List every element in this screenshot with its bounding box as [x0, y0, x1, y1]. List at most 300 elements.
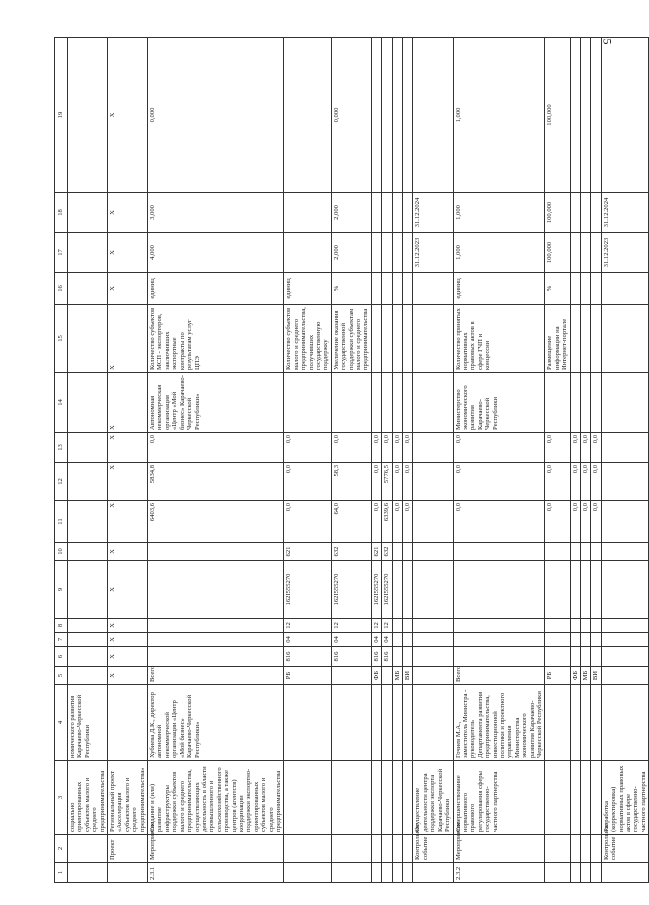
- table-cell: 162I555270: [371, 561, 381, 619]
- table-cell: 31.12.2023: [413, 233, 453, 273]
- table-cell: [403, 233, 413, 273]
- table-cell: Автономная некоммерческая организация «Центр «Мой бизнес» Карачаево-Черкесской Республики»: [148, 373, 284, 433]
- table-cell: Размещение информации на Интернет-портале: [545, 305, 570, 373]
- table-cell: [591, 647, 601, 667]
- table-cell: РБ: [545, 667, 570, 685]
- table-row: [591, 38, 601, 883]
- table-cell: [453, 633, 545, 647]
- table-cell: 816: [284, 647, 331, 667]
- table-cell: [581, 619, 591, 633]
- table-cell: 0,0: [392, 463, 402, 501]
- table-cell: [392, 543, 402, 561]
- column-number-row: [55, 38, 68, 883]
- table-cell: [392, 835, 402, 863]
- table-cell: [68, 647, 108, 667]
- table-cell: 0,0: [581, 501, 591, 543]
- table-cell: [570, 761, 580, 835]
- table-cell: [413, 543, 453, 561]
- table-cell: [284, 373, 331, 433]
- table-cell: [570, 273, 580, 305]
- table-cell: [591, 373, 601, 433]
- table-cell: [570, 633, 580, 647]
- table-cell: [413, 647, 453, 667]
- table-row: [453, 38, 545, 883]
- table-cell: [403, 305, 413, 373]
- table-cell: [591, 193, 601, 233]
- table-cell: 1,000: [453, 38, 545, 193]
- table-cell: [371, 761, 381, 835]
- table-cell: [371, 273, 381, 305]
- table-row: [413, 38, 453, 883]
- table-cell: [382, 193, 392, 233]
- table-cell: X: [108, 667, 148, 685]
- table-cell: [413, 667, 453, 685]
- col-header: 8: [55, 619, 68, 633]
- table-cell: [403, 761, 413, 835]
- table-cell: [392, 305, 402, 373]
- table-cell: [68, 193, 108, 233]
- table-cell: [591, 233, 601, 273]
- table-cell: [331, 835, 371, 863]
- table-cell: [570, 193, 580, 233]
- table-cell: [331, 761, 371, 835]
- table-cell: [403, 619, 413, 633]
- table-cell: [601, 647, 648, 667]
- table-cell: [601, 685, 648, 761]
- table-cell: [392, 619, 402, 633]
- table-cell: [148, 561, 284, 619]
- table-cell: [570, 38, 580, 193]
- table-cell: X: [108, 193, 148, 233]
- table-cell: Совершенствование нормативного правового регулирования сферы государственно-частного партнерства: [453, 761, 545, 835]
- table-cell: [591, 835, 601, 863]
- table-cell: [545, 373, 570, 433]
- col-header: 11: [55, 501, 68, 543]
- table-cell: [581, 373, 591, 433]
- table-cell: 0,0: [284, 463, 331, 501]
- table-cell: 0,0: [403, 501, 413, 543]
- table-cell: 04: [371, 633, 381, 647]
- table-cell: [570, 543, 580, 561]
- table-cell: [601, 667, 648, 685]
- table-cell: [392, 633, 402, 647]
- table-cell: [591, 543, 601, 561]
- table-cell: [392, 193, 402, 233]
- col-header: 13: [55, 433, 68, 463]
- table-cell: [392, 38, 402, 193]
- table-cell: Осуществление деятельности центра поддержки экспорта Карачаево-Черкесской Республики: [413, 761, 453, 835]
- table-cell: [403, 543, 413, 561]
- table-cell: [413, 561, 453, 619]
- table-cell: [382, 685, 392, 761]
- table-cell: [371, 685, 381, 761]
- col-header: 2: [55, 835, 68, 863]
- table-cell: [581, 863, 591, 883]
- table-cell: 162I555270: [284, 561, 331, 619]
- table-row: [382, 38, 392, 883]
- col-header: 1: [55, 863, 68, 883]
- table-cell: [392, 685, 402, 761]
- table-cell: [601, 433, 648, 463]
- table-cell: 816: [382, 647, 392, 667]
- table-cell: 632: [382, 543, 392, 561]
- table-cell: [581, 761, 591, 835]
- table-cell: 0,000: [331, 38, 371, 193]
- table-cell: %: [545, 273, 570, 305]
- table-cell: 0,0: [148, 433, 284, 463]
- table-cell: [581, 38, 591, 193]
- table-cell: Мероприятие: [453, 835, 545, 863]
- table-row: [68, 38, 108, 883]
- table-cell: 0,0: [392, 501, 402, 543]
- table-cell: Мероприятие: [148, 835, 284, 863]
- table-cell: 4,000: [148, 233, 284, 273]
- table-cell: 2.3.2: [453, 863, 545, 883]
- table-cell: X: [108, 633, 148, 647]
- table-cell: [413, 685, 453, 761]
- table-row: [601, 38, 648, 883]
- table-cell: [382, 38, 392, 193]
- table-cell: 0,0: [371, 463, 381, 501]
- table-cell: [545, 835, 570, 863]
- table-cell: X: [108, 463, 148, 501]
- table-cell: [591, 863, 601, 883]
- table-cell: [392, 647, 402, 667]
- table-cell: [601, 463, 648, 501]
- table-cell: единиц: [284, 273, 331, 305]
- table-cell: [68, 433, 108, 463]
- table-cell: 0,0: [591, 463, 601, 501]
- table-cell: [601, 373, 648, 433]
- table-cell: 162I555270: [382, 561, 392, 619]
- table-cell: [601, 633, 648, 647]
- table-cell: [545, 543, 570, 561]
- table-cell: [392, 863, 402, 883]
- table-cell: Увеличение оказания государственной поддержки субъектам малого и среднего предпринимательства: [331, 305, 371, 373]
- table-cell: [371, 233, 381, 273]
- table-row: [392, 38, 402, 883]
- table-cell: [403, 38, 413, 193]
- table-cell: [284, 761, 331, 835]
- table-cell: [68, 835, 108, 863]
- table-cell: [413, 501, 453, 543]
- table-cell: 0,0: [545, 433, 570, 463]
- col-header: 15: [55, 305, 68, 373]
- table-cell: [403, 835, 413, 863]
- table-cell: 04: [382, 633, 392, 647]
- table-cell: 2,000: [331, 233, 371, 273]
- table-cell: 0,0: [545, 463, 570, 501]
- table-cell: РБ: [284, 667, 331, 685]
- table-cell: [413, 273, 453, 305]
- table-cell: [601, 38, 648, 193]
- col-header: 18: [55, 193, 68, 233]
- table-cell: [68, 305, 108, 373]
- table-cell: 31.12.2023: [601, 233, 648, 273]
- table-cell: 632: [331, 543, 371, 561]
- table-cell: [453, 619, 545, 633]
- table-row: [581, 38, 591, 883]
- table-cell: 0,0: [545, 501, 570, 543]
- table-cell: Количество субъектов малого и среднего предпринимательства, получивших государственную поддержку: [284, 305, 331, 373]
- col-header: 19: [55, 38, 68, 193]
- table-cell: 621: [284, 543, 331, 561]
- table-cell: [570, 233, 580, 273]
- table-cell: [403, 561, 413, 619]
- page-number: 5: [600, 38, 615, 45]
- table-cell: [581, 633, 591, 647]
- table-cell: 816: [371, 647, 381, 667]
- table-cell: [591, 305, 601, 373]
- table-cell: [581, 233, 591, 273]
- table-cell: [382, 761, 392, 835]
- table-cell: 0,0: [371, 433, 381, 463]
- table-cell: [392, 761, 402, 835]
- table-cell: [570, 647, 580, 667]
- table-cell: [284, 835, 331, 863]
- table-row: [284, 38, 331, 883]
- table-cell: 5834,8: [148, 463, 284, 501]
- table-cell: [601, 273, 648, 305]
- table-cell: Хубиева Д.К., директор автономной некоммерческой организации «Центр «Мой бизнес» Карачаево-Черкесской Республики»: [148, 685, 284, 761]
- table-cell: [68, 38, 108, 193]
- table-cell: 6403,6: [148, 501, 284, 543]
- table-cell: [413, 633, 453, 647]
- table-cell: [382, 373, 392, 433]
- table-cell: [331, 863, 371, 883]
- table-cell: Проект: [108, 835, 148, 863]
- table-cell: Контрольное событие: [413, 835, 453, 863]
- table-cell: ВИ: [403, 667, 413, 685]
- table-cell: [331, 667, 371, 685]
- table-row: [371, 38, 381, 883]
- table-cell: 0,0: [403, 463, 413, 501]
- table-cell: ВИ: [591, 667, 601, 685]
- table-cell: [382, 273, 392, 305]
- table-cell: 12: [331, 619, 371, 633]
- table-cell: [68, 273, 108, 305]
- table-cell: Создание и (или) развитие инфраструктуры поддержки субъектов малого и среднего предпринимательства, осуществляющих деятельность в области промышленного и сельскохозяйственного производства, а также центров (агентств) координации поддержки экспортно-ориентированных субъектов малого и среднего предпринимательства: [148, 761, 284, 835]
- table-cell: 1,000: [453, 233, 545, 273]
- table-cell: [284, 38, 331, 193]
- table-cell: [148, 633, 284, 647]
- table-cell: [453, 543, 545, 561]
- table-cell: [284, 863, 331, 883]
- table-cell: [591, 761, 601, 835]
- table-row: [331, 38, 371, 883]
- table-cell: 0,0: [570, 501, 580, 543]
- table-cell: 0,0: [453, 463, 545, 501]
- table-cell: [403, 685, 413, 761]
- table-cell: 0,0: [403, 433, 413, 463]
- table-cell: [284, 193, 331, 233]
- table-cell: Всего: [453, 667, 545, 685]
- table-cell: 1,000: [453, 193, 545, 233]
- table-cell: [331, 685, 371, 761]
- table-cell: номического развития Карачаево-Черкесской Республики: [68, 685, 108, 761]
- table-cell: [581, 305, 591, 373]
- table-cell: [284, 685, 331, 761]
- table-cell: [68, 463, 108, 501]
- table-cell: [108, 863, 148, 883]
- table-cell: 5776,5: [382, 463, 392, 501]
- table-cell: 0,0: [392, 433, 402, 463]
- table-cell: 0,0: [371, 501, 381, 543]
- table-row: [403, 38, 413, 883]
- table-cell: 12: [382, 619, 392, 633]
- table-cell: [545, 863, 570, 883]
- table-cell: 0,0: [382, 433, 392, 463]
- table-cell: [545, 685, 570, 761]
- table-row: [108, 38, 148, 883]
- table-cell: 64,0: [331, 501, 371, 543]
- table-cell: X: [108, 433, 148, 463]
- table-cell: [591, 685, 601, 761]
- table-cell: [392, 373, 402, 433]
- table-cell: [570, 835, 580, 863]
- table-cell: 0,0: [331, 433, 371, 463]
- table-cell: 12: [371, 619, 381, 633]
- table-cell: [413, 463, 453, 501]
- table-cell: X: [108, 38, 148, 193]
- col-header: 16: [55, 273, 68, 305]
- table-cell: X: [108, 373, 148, 433]
- table-cell: 0,0: [591, 433, 601, 463]
- table-cell: 162I555270: [331, 561, 371, 619]
- table-cell: [570, 863, 580, 883]
- table-cell: 04: [284, 633, 331, 647]
- table-row: [570, 38, 580, 883]
- table-cell: [591, 619, 601, 633]
- table-cell: [403, 863, 413, 883]
- table-cell: Количество принятых нормативных правовых актов в сфере ГЧП и концессии: [453, 305, 545, 373]
- table-cell: [591, 561, 601, 619]
- table-cell: МБ: [392, 667, 402, 685]
- table-cell: 100,000: [545, 193, 570, 233]
- table-cell: [591, 273, 601, 305]
- table-cell: Министерство экономического развития Карачаево-Черкесской Республики: [453, 373, 545, 433]
- table-cell: [570, 373, 580, 433]
- table-cell: [545, 633, 570, 647]
- table-cell: 0,0: [453, 501, 545, 543]
- table-cell: X: [108, 561, 148, 619]
- table-cell: [570, 305, 580, 373]
- table-cell: [413, 433, 453, 463]
- table-cell: [413, 619, 453, 633]
- program-table: [54, 37, 649, 883]
- table-cell: 04: [331, 633, 371, 647]
- table-cell: 2.3.1: [148, 863, 284, 883]
- table-cell: 6339,6: [382, 501, 392, 543]
- table-cell: 100,000: [545, 38, 570, 193]
- table-cell: [148, 619, 284, 633]
- table-cell: X: [108, 305, 148, 373]
- table-cell: 0,000: [148, 38, 284, 193]
- table-cell: 2,000: [331, 193, 371, 233]
- table-cell: [545, 619, 570, 633]
- table-cell: [581, 561, 591, 619]
- table-cell: [581, 685, 591, 761]
- table-cell: [68, 863, 108, 883]
- table-cell: 58,3: [331, 463, 371, 501]
- table-cell: [413, 373, 453, 433]
- table-cell: [382, 233, 392, 273]
- table-cell: Гочиев М.А., заместитель Министра - руководитель Департамента развития предпринимательства, инвестиционной политики и проектного управления Министерства экономического развития Карачаево-Черкесской Республики: [453, 685, 545, 761]
- table-cell: [68, 561, 108, 619]
- table-cell: X: [108, 543, 148, 561]
- table-cell: [601, 561, 648, 619]
- table-cell: [382, 863, 392, 883]
- table-cell: [545, 561, 570, 619]
- table-cell: [68, 543, 108, 561]
- table-cell: X: [108, 647, 148, 667]
- table-cell: [68, 501, 108, 543]
- table-cell: 12: [284, 619, 331, 633]
- table-cell: 0,0: [591, 501, 601, 543]
- table-cell: 0,0: [570, 463, 580, 501]
- table-cell: [570, 685, 580, 761]
- table-cell: X: [108, 233, 148, 273]
- table-cell: X: [108, 501, 148, 543]
- table-cell: [413, 863, 453, 883]
- table-cell: единиц: [453, 273, 545, 305]
- table-cell: [392, 561, 402, 619]
- rotated-document: [54, 38, 647, 883]
- table-cell: 31.12.2024: [413, 193, 453, 233]
- table-cell: [570, 561, 580, 619]
- table-cell: [382, 305, 392, 373]
- table-row: [148, 38, 284, 883]
- table-cell: 3,000: [148, 193, 284, 233]
- table-cell: 0,0: [284, 501, 331, 543]
- col-header: 5: [55, 667, 68, 685]
- table-cell: 0,0: [570, 433, 580, 463]
- table-cell: [371, 38, 381, 193]
- table-cell: [148, 543, 284, 561]
- table-cell: 0,0: [284, 433, 331, 463]
- col-header: 10: [55, 543, 68, 561]
- table-cell: Всего: [148, 667, 284, 685]
- table-cell: [403, 633, 413, 647]
- table-cell: [68, 233, 108, 273]
- table-cell: 0,0: [453, 433, 545, 463]
- table-cell: [382, 667, 392, 685]
- table-cell: [371, 305, 381, 373]
- col-header: 12: [55, 463, 68, 501]
- col-header: 9: [55, 561, 68, 619]
- table-cell: [371, 863, 381, 883]
- table-cell: [148, 647, 284, 667]
- table-cell: [581, 273, 591, 305]
- table-cell: единиц: [148, 273, 284, 305]
- table-cell: [403, 647, 413, 667]
- table-cell: [392, 273, 402, 305]
- table-cell: [591, 38, 601, 193]
- table-cell: МБ: [581, 667, 591, 685]
- col-header: 4: [55, 685, 68, 761]
- table-cell: Региональный проект «Акселерация субъектов малого и среднего предпринимательства»: [108, 761, 148, 835]
- table-cell: 621: [371, 543, 381, 561]
- table-cell: [413, 305, 453, 373]
- table-cell: [601, 305, 648, 373]
- table-cell: [403, 273, 413, 305]
- table-cell: [403, 373, 413, 433]
- table-cell: %: [331, 273, 371, 305]
- col-header: 3: [55, 761, 68, 835]
- table-cell: [68, 619, 108, 633]
- table-cell: [581, 193, 591, 233]
- table-cell: [108, 685, 148, 761]
